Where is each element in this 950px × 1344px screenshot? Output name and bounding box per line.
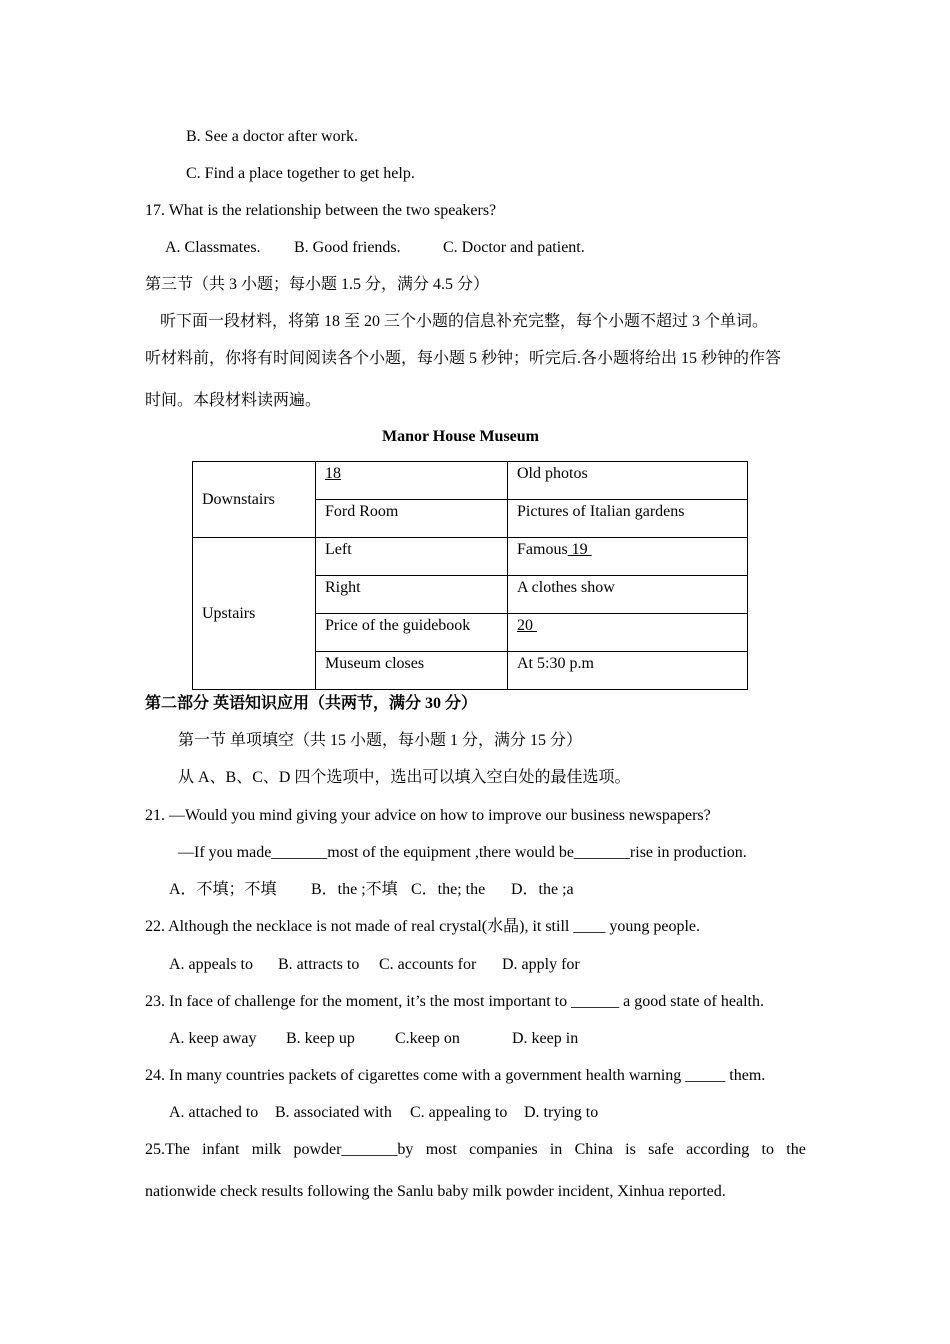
q25-word: powder_______by <box>293 1141 414 1158</box>
q17-option-b: B. Good friends. <box>294 239 401 256</box>
q24-option-d: D. trying to <box>524 1104 599 1121</box>
q25-word: to <box>761 1141 774 1158</box>
table-cell: A clothes show <box>508 576 748 614</box>
blank-18: 18 <box>325 465 341 482</box>
q16-option-b: B. See a doctor after work. <box>186 128 358 145</box>
q25-word: China <box>574 1141 613 1158</box>
q23-question: 23. In face of challenge for the moment, it’s the most important to ______ a good state of health. <box>145 993 764 1010</box>
q25-word: companies <box>469 1141 538 1158</box>
q25-word: infant <box>202 1141 240 1158</box>
q22-option-b: B. attracts to <box>278 956 360 973</box>
section3-instruction-line2: 听材料前，你将有时间阅读各个小题，每小题 5 秒钟；听完后.各小题将给出 15 秒钟的作答 <box>145 350 782 367</box>
section3-instruction-line1: 听下面一段材料，将第 18 至 20 三个小题的信息补充完整，每个小题不超过 3 个单词。 <box>160 313 769 330</box>
table-cell: Pictures of Italian gardens <box>508 500 748 538</box>
table-row <box>193 462 748 500</box>
blank-19: 19 <box>567 541 592 558</box>
table-cell: At 5:30 p.m <box>508 652 748 690</box>
q21-line1: 21. —Would you mind giving your advice on how to improve our business newspapers? <box>145 807 711 824</box>
q24-option-c: C. appealing to <box>410 1104 508 1121</box>
q24-question: 24. In many countries packets of cigarettes come with a government health warning _____ them. <box>145 1067 766 1084</box>
q25-word: the <box>786 1141 806 1158</box>
q25-line1 <box>145 1140 806 1160</box>
q23-option-b: B. keep up <box>286 1030 355 1047</box>
q17-question: 17. What is the relationship between the two speakers? <box>145 202 497 219</box>
table-cell <box>316 462 508 500</box>
table-cell: Museum closes <box>316 652 508 690</box>
table-cell <box>508 614 748 652</box>
part2-instruction: 从 A、B、C、D 四个选项中，选出可以填入空白处的最佳选项。 <box>178 769 631 786</box>
q25-word: milk <box>251 1141 282 1158</box>
table-title: Manor House Museum <box>381 428 540 445</box>
famous-label: Famous <box>517 541 568 558</box>
q23-option-c: C.keep on <box>395 1030 460 1047</box>
q17-option-a: A. Classmates. <box>165 239 261 256</box>
table-cell: Price of the guidebook <box>316 614 508 652</box>
q22-question: 22. Although the necklace is not made of real crystal(水晶), it still ____ young people. <box>145 918 700 935</box>
q21-option-d: D．the ;a <box>511 881 574 898</box>
table-cell: Left <box>316 538 508 576</box>
table-cell <box>508 538 748 576</box>
q16-option-c: C. Find a place together to get help. <box>186 165 415 182</box>
q22-option-c: C. accounts for <box>379 956 477 973</box>
q25-word: 25.The <box>145 1141 190 1158</box>
q23-option-d: D. keep in <box>512 1030 579 1047</box>
q22-option-a: A. appeals to <box>169 956 253 973</box>
q21-option-b: B．the ;不填 <box>311 881 398 898</box>
upstairs-label: Upstairs <box>193 538 316 690</box>
downstairs-label: Downstairs <box>193 462 316 538</box>
table-row <box>193 538 748 576</box>
blank-20: 20 <box>517 617 537 634</box>
table-cell: Ford Room <box>316 500 508 538</box>
part2-heading: 第二部分 英语知识应用（共两节，满分 30 分） <box>145 695 478 712</box>
museum-table <box>192 461 748 690</box>
q22-option-d: D. apply for <box>502 956 580 973</box>
q25-word: most <box>425 1141 457 1158</box>
q25-word: safe <box>648 1141 674 1158</box>
q17-option-c: C. Doctor and patient. <box>443 239 585 256</box>
q25-word: is <box>625 1141 636 1158</box>
part2-section1-heading: 第一节 单项填空（共 15 小题，每小题 1 分，满分 15 分） <box>178 732 583 749</box>
q24-option-a: A. attached to <box>169 1104 259 1121</box>
q24-option-b: B. associated with <box>275 1104 392 1121</box>
table-cell: Old photos <box>508 462 748 500</box>
q25-line2: nationwide check results following the Sanlu baby milk powder incident, Xinhua reported. <box>145 1183 726 1200</box>
q21-line2: —If you made_______most of the equipment ,there would be_______rise in production. <box>178 844 747 861</box>
q23-option-a: A. keep away <box>169 1030 257 1047</box>
q25-word: according <box>686 1141 750 1158</box>
table-cell: Right <box>316 576 508 614</box>
section3-instruction-line3: 时间。本段材料读两遍。 <box>145 392 322 409</box>
q21-option-a: A．不填；不填 <box>169 881 277 898</box>
q25-word: in <box>549 1141 563 1158</box>
q21-option-c: C．the; the <box>411 881 486 898</box>
section3-heading: 第三节（共 3 小题；每小题 1.5 分，满分 4.5 分） <box>145 276 490 293</box>
